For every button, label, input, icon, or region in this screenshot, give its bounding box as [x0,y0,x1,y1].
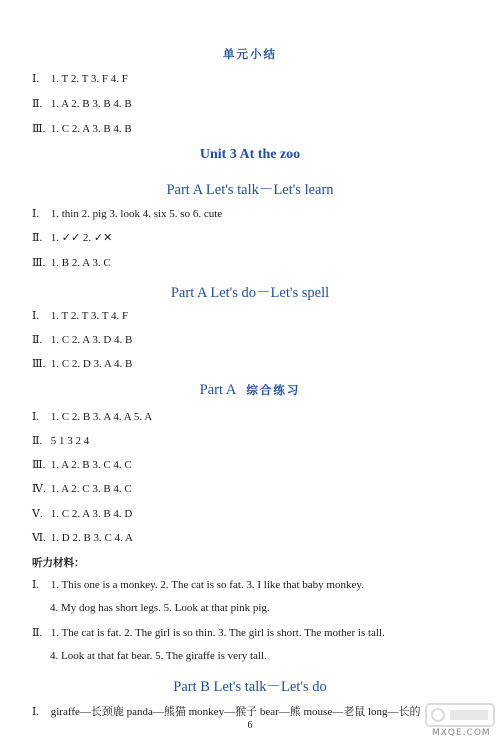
row-numeral: Ⅱ. [32,98,43,110]
row-numeral: Ⅰ. [32,208,40,220]
part-a-do-row-1 [32,309,128,322]
row-answers: 1. T 2. T 3. T 4. F [50,310,129,322]
row-answers: 1. A 2. B 3. B 4. B [50,98,132,110]
summary-row-2 [32,97,132,110]
part-a-do-row-3 [32,357,132,370]
row-numeral: Ⅰ. [32,411,40,423]
part-a-do-heading: Part A Let's do－Let's spell [170,285,330,301]
part-a-comp-row-2 [32,434,89,447]
part-a-do-row-2 [32,333,132,346]
row-numeral: Ⅰ. [32,310,40,322]
row-answers: 1. C 2. A 3. B 4. D [50,508,133,520]
row-numeral: Ⅲ. [32,358,46,370]
row-numeral: Ⅵ. [32,532,46,544]
row-numeral: Ⅱ. [32,435,43,447]
row-answers: 1. A 2. B 3. C 4. C [50,459,132,471]
listening-text: 1. This one is a monkey. 2. The cat is so fat. 3. I like that baby monkey. [50,579,364,591]
row-answers: 1. B 2. A 3. C [50,257,111,269]
row-numeral: Ⅴ. [32,508,43,520]
listening-label: 听力材料： [32,557,85,569]
part-a-comp-row-6 [32,531,133,544]
part-a-comp-row-1 [32,410,152,423]
row-numeral: Ⅳ. [32,483,46,495]
row-numeral: Ⅲ. [32,123,46,135]
row-answers: 1. C 2. A 3. B 4. B [50,123,132,135]
summary-row-3 [32,122,132,135]
row-numeral: Ⅱ. [32,334,43,346]
page-number: 6 [247,720,253,731]
row-answers: 1. C 2. B 3. A 4. A 5. A [50,411,153,423]
listening-text: 1. The cat is fat. 2. The girl is so thin. 3. The girl is short. The mother is tall. [50,627,385,639]
row-answers: 1. ✓✓ 2. ✓✕ [50,232,113,244]
row-numeral: Ⅰ. [32,579,40,591]
part-a-comp-cn: 综合练习 [246,383,301,397]
part-a-comp-row-3 [32,458,132,471]
unit-title: Unit 3 At the zoo [199,147,301,162]
part-a-talk-row-1 [32,207,222,220]
row-numeral: Ⅱ. [32,627,43,639]
part-a-talk-heading: Part A Let's talk－Let's learn [166,182,334,198]
part-a-comp-heading [0,382,500,399]
row-answers: 1. T 2. T 3. F 4. F [50,73,128,85]
row-answers: 1. thin 2. pig 3. look 4. six 5. so 6. cute [50,208,223,220]
part-a-comp-title: Part A [199,382,237,398]
row-numeral: Ⅲ. [32,459,46,471]
part-a-talk-row-2 [32,231,112,244]
vocab-pairs: giraffe—长颈鹿 panda—熊猫 monkey—猴子 bear—熊 mouse—老鼠 long—长的 [50,706,421,718]
row-numeral: Ⅲ. [32,257,46,269]
part-b-row-1 [32,703,421,719]
part-a-comp-row-4 [32,482,132,495]
row-answers: 1. A 2. C 3. B 4. C [50,483,132,495]
listening-ii-line-2: 4. Look at that fat bear. 5. The giraffe is very tall. [50,650,267,662]
row-answers: 5 1 3 2 4 [50,435,90,447]
summary-row-1 [32,72,128,85]
listening-ii-line-1 [32,626,385,639]
listening-i-line-2: 4. My dog has short legs. 5. Look at that pink pig. [50,602,270,614]
row-numeral: Ⅰ. [32,706,40,718]
row-answers: 1. C 2. A 3. D 4. B [50,334,133,346]
row-answers: 1. C 2. D 3. A 4. B [50,358,133,370]
listening-i-line-1 [32,578,364,591]
unit-summary-heading: 单元小结 [223,47,277,61]
part-a-talk-row-3 [32,256,111,269]
row-answers: 1. D 2. B 3. C 4. A [50,532,133,544]
part-a-comp-row-5 [32,507,132,520]
part-b-heading: Part B Let's talk－Let's do [173,679,327,695]
watermark-text: MXQE.COM [432,728,491,738]
row-numeral: Ⅰ. [32,73,40,85]
row-numeral: Ⅱ. [32,232,43,244]
